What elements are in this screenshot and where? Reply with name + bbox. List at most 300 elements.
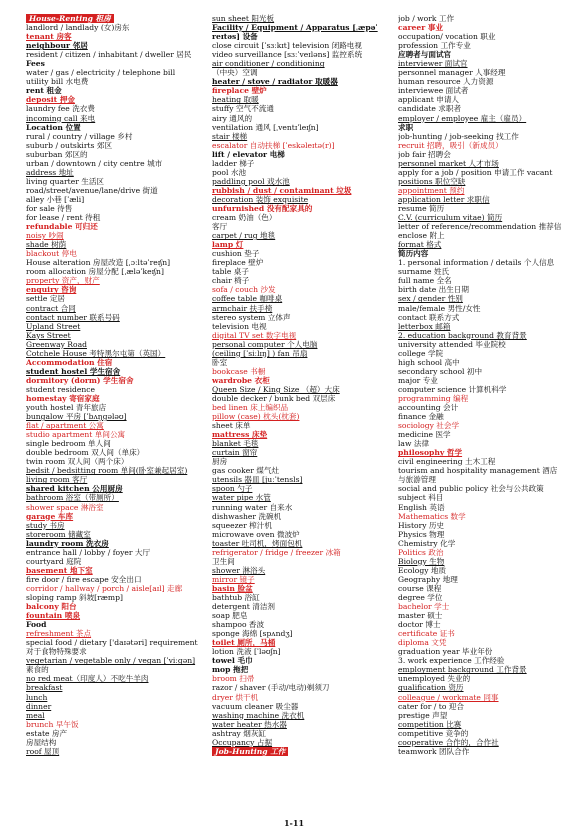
vocab-entry: [26, 322, 206, 331]
vocab-text: broom 扫帚: [212, 674, 255, 684]
vocab-text: cater for / to 迎合: [398, 701, 464, 711]
vocab-entry: [398, 322, 584, 331]
vocab-text: certificate 证书: [398, 629, 455, 639]
vocab-text: balcony 阳台: [26, 602, 77, 612]
vocab-entry: [26, 394, 206, 403]
vocab-entry: [398, 620, 584, 629]
vocab-entry: [26, 14, 206, 23]
vocab-text: roof 屋顶: [26, 746, 60, 756]
vocab-entry: [26, 747, 206, 756]
vocab-text: positions 职位空缺: [398, 176, 466, 186]
vocab-text: detergent 清洁剂: [212, 602, 276, 612]
vocab-text: sofa / couch 沙发: [212, 285, 276, 295]
vocab-text: dinner: [26, 701, 52, 711]
vocab-text: Chemistry 化学: [398, 538, 456, 548]
vocab-entry: [398, 683, 584, 692]
vocab-text: studio apartment 单间公寓: [26, 430, 126, 440]
vocab-text: apply for a job / position 申请工作 vacant: [398, 167, 553, 177]
vocab-text: History 历史: [398, 520, 445, 530]
vocab-text: recruit 招聘，吸引（新成员）: [398, 140, 503, 150]
vocab-text: lunch: [26, 692, 48, 702]
vocab-text: unemployed 失业的: [398, 674, 471, 684]
vocab-entry: [26, 231, 206, 240]
vocab-entry: [398, 448, 584, 457]
vocab-entry: [26, 584, 206, 593]
vocab-entry: [26, 104, 206, 113]
vocab-text: dishwasher 洗碗机: [212, 511, 282, 521]
vocab-text: noisy 吵闹: [26, 231, 64, 241]
vocab-entry: [26, 530, 206, 539]
vocab-text: shower space 淋浴室: [26, 502, 104, 512]
vocab-entry: [212, 23, 392, 32]
vocab-entry: [398, 385, 584, 394]
vocab-entry: [398, 539, 584, 548]
vocab-text: homestay 寄宿家庭: [26, 393, 100, 403]
vocab-text: rent 租金: [26, 86, 62, 96]
vocab-entry: [212, 638, 392, 647]
vocab-text: interviewer 面试官: [398, 59, 468, 69]
vocab-text: surname 姓氏: [398, 267, 450, 277]
vocab-text: Biology 生物: [398, 556, 445, 566]
vocab-entry: [26, 376, 206, 385]
vocab-text: basement 地下室: [26, 565, 93, 575]
vocab-entry: [398, 358, 584, 367]
vocab-text: reɪtəs] 设备: [212, 32, 258, 42]
vocab-entry: [26, 195, 206, 204]
vocab-text: diploma 文凭: [398, 638, 447, 648]
vocab-text: House-Renting 租房: [26, 14, 114, 23]
vocab-text: bathroom 浴室（带厕所）: [26, 493, 119, 503]
vocab-entry: [26, 313, 206, 322]
vocab-entry: [212, 647, 392, 656]
vocab-entry: [26, 412, 206, 421]
vocab-text: incoming call 来电: [26, 113, 96, 123]
vocab-entry: [212, 104, 392, 113]
vocab-entry: [398, 304, 584, 313]
vocab-text: fireplace 壁炉: [212, 86, 267, 96]
vocab-entry: [26, 457, 206, 466]
vocab-text: 房屋结构: [26, 737, 57, 747]
vocab-text: fire door / fire escape 安全出口: [26, 574, 142, 584]
vocab-text: double bedroom 双人间（单床）: [26, 448, 145, 458]
vocab-text: ladder 梯子: [212, 158, 255, 168]
vocab-text: format 格式: [398, 240, 442, 250]
vocab-entry: [26, 593, 206, 602]
vocab-text: basin 脸盆: [212, 583, 253, 593]
vocab-entry: [398, 503, 584, 512]
vocab-entry: [212, 566, 392, 575]
vocab-entry: [26, 331, 206, 340]
vocab-text: finance 金融: [398, 412, 444, 422]
vocab-text: sun sheet 阳光板: [212, 14, 275, 23]
vocab-entry: [212, 385, 392, 394]
vocab-text: road/street/avenue/lane/drive 街道: [26, 185, 158, 195]
vocab-text: dryer 烘干机: [212, 692, 259, 702]
vocab-entry: [398, 14, 584, 23]
vocab-entry: [398, 720, 584, 729]
vocab-text: razor / shaver (手动/电动)剃须刀: [212, 683, 330, 693]
vocab-text: 3. work experience 工作经验: [398, 656, 505, 666]
vocab-text: stuffy 空气不流通: [212, 104, 274, 114]
vocab-text: employment background 工作背景: [398, 665, 527, 675]
vocab-entry: [398, 711, 584, 720]
vocab-entry: [212, 258, 392, 267]
vocab-text: sponge 海绵 [spʌndʒ]: [212, 629, 293, 639]
vocab-text: social and public policy 社会与公共政策: [398, 484, 544, 494]
vocab-text: curtain 窗帘: [212, 448, 258, 458]
vocab-text: air conditioner / conditioning: [212, 59, 325, 69]
vocab-entry: [398, 593, 584, 602]
vocab-entry: [212, 222, 392, 231]
vocab-entry: [398, 439, 584, 448]
vocab-entry: [26, 304, 206, 313]
vocab-text: interviewee 面试者: [398, 86, 469, 96]
vocab-text: resident / citizen / inhabitant / dweller 居民: [26, 50, 192, 60]
vocab-entry: [398, 204, 584, 213]
vocab-text: secondary school 初中: [398, 366, 483, 376]
vocab-text: dormitory (dorm) 学生宿舍: [26, 375, 134, 385]
vocab-entry: [212, 683, 392, 692]
vocab-entry: [26, 629, 206, 638]
vocab-text: rubbish / dust / contaminant 垃圾: [212, 185, 352, 195]
vocab-entry: [212, 693, 392, 702]
vocab-text: lotion 洗液 [ˈləʊʃn]: [212, 647, 281, 657]
vocab-text: job / work 工作: [398, 14, 455, 23]
vocab-entry: [398, 584, 584, 593]
vocab-text: microwave oven 微波炉: [212, 529, 300, 539]
vocab-text: carpet / rug 地毯: [212, 231, 276, 241]
vocab-text: table 桌子: [212, 267, 249, 277]
vocab-text: English 英语: [398, 502, 445, 512]
vocab-text: bedsit / bedsitting room 单间(卧室兼起居室): [26, 466, 188, 476]
vocab-entry: [398, 367, 584, 376]
vocab-text: utensils 器皿 [juːˈtensls]: [212, 475, 303, 485]
vocab-entry: [398, 647, 584, 656]
vocab-text: refrigerator / fridge / freezer 冰箱: [212, 547, 341, 557]
vocab-entry: [212, 394, 392, 403]
vocab-entry: [212, 294, 392, 303]
vocab-entry: [26, 41, 206, 50]
vocab-entry: [398, 68, 584, 77]
vocab-entry: [26, 367, 206, 376]
vocab-entry: [26, 711, 206, 720]
vocab-text: bathtub 浴缸: [212, 593, 260, 602]
vocab-text: neighbour 邻居: [26, 41, 88, 51]
vocab-text: high school 高中: [398, 357, 460, 367]
vocab-entry: [398, 32, 584, 41]
vocab-entry: [26, 512, 206, 521]
vocab-text: Greenway Road: [26, 339, 87, 349]
vocab-text: ventilation 通风 [ˌventɪˈleɪʃn]: [212, 122, 319, 132]
vocab-text: graduation year 毕业年份: [398, 647, 493, 657]
vocab-text: urban / downtown / city centre 城市: [26, 158, 163, 168]
vocab-entry: [398, 349, 584, 358]
vocab-text: letterbox 邮箱: [398, 321, 451, 331]
vocab-text: brunch 早午饭: [26, 719, 79, 729]
vocab-text: Accommodation 住宿: [26, 357, 113, 367]
vocab-entry: [398, 331, 584, 340]
vocab-entry: [212, 331, 392, 340]
vocab-entry: [212, 611, 392, 620]
vocab-entry: [212, 367, 392, 376]
vocab-entry: [398, 123, 584, 132]
vocab-text: Facility / Equipment / Apparatus [ˌæpəˈ: [212, 23, 378, 33]
vocab-entry: [212, 747, 392, 756]
vocab-entry: [212, 702, 392, 711]
vocab-entry: [212, 177, 392, 186]
vocab-text: bed linen 床上编织品: [212, 403, 289, 413]
vocab-entry: [212, 213, 392, 222]
vocab-entry: [398, 258, 584, 267]
vocab-entry: [212, 457, 392, 466]
vocab-entry: [212, 448, 392, 457]
page-number: 1-11: [283, 818, 305, 828]
vocab-text: 卫生间: [212, 556, 235, 566]
vocab-text: accounting 会计: [398, 403, 459, 413]
vocab-entry: [212, 575, 392, 584]
vocab-text: special food / dietary ['daɪətəri] requirement: [26, 638, 198, 648]
vocab-text: tenant 房客: [26, 32, 72, 42]
vocab-text: sex / gender 性别: [398, 294, 463, 304]
vocab-text: courtyard 庭院: [26, 556, 82, 566]
vocab-entry: [212, 231, 392, 240]
vocab-text: (ceiling [ˈsiːlɪŋ] ) fan 吊扇: [212, 348, 308, 358]
vocab-entry: [26, 123, 206, 132]
vocab-text: Ecology 地质: [398, 565, 447, 575]
vocab-text: 厨房: [212, 457, 228, 467]
vocab-text: Fees: [26, 59, 45, 69]
vocab-entry: [26, 430, 206, 439]
vocab-text: master 硕士: [398, 611, 443, 621]
vocab-text: Kays Street: [26, 330, 71, 340]
vocab-entry: [212, 59, 392, 68]
vocab-entry: [26, 693, 206, 702]
vocab-text: career 事业: [398, 23, 444, 33]
vocab-entry: [212, 141, 392, 150]
vocab-entry: [398, 222, 584, 231]
vocab-entry: [212, 249, 392, 258]
vocab-text: running water 自来水: [212, 502, 293, 512]
vocab-text: House alteration 房屋改造 [ˌɔːltəˈreɪʃn]: [26, 258, 171, 268]
vocab-entry: [398, 150, 584, 159]
vocab-text: lamp 灯: [212, 240, 244, 250]
vocab-entry: [212, 50, 392, 59]
vocab-text: digital TV set 数字电视: [212, 330, 297, 340]
vocab-entry: [26, 602, 206, 611]
vocab-entry: [26, 258, 206, 267]
vocab-entry: [26, 656, 206, 665]
vocab-entry: [212, 114, 392, 123]
vocab-entry: [26, 59, 206, 68]
vocab-entry: [26, 141, 206, 150]
vocab-text: living quarter 生活区: [26, 176, 105, 186]
vocab-entry: [398, 104, 584, 113]
vocab-text: lift / elevator 电梯: [212, 149, 285, 159]
vocab-entry: [398, 702, 584, 711]
column-facilities: [212, 14, 392, 756]
vocab-text: toilet 厕所，马桶: [212, 638, 276, 648]
vocab-entry: [212, 132, 392, 141]
vocab-entry: [26, 738, 206, 747]
vocab-text: C.V. (curriculum vitae) 简历: [398, 213, 503, 223]
vocab-text: alley 小巷 [ˈæli]: [26, 194, 85, 204]
vocab-entry: [212, 41, 392, 50]
vocab-text: no red meat（印度人）不吃牛羊肉: [26, 674, 149, 684]
vocab-text: bungalow 平房 [ˈbʌŋɡələʊ]: [26, 412, 127, 422]
vocab-entry: [26, 647, 206, 656]
vocab-text: blanket 毛毯: [212, 439, 259, 449]
vocab-text: ashtray 烟灰缸: [212, 728, 267, 738]
vocab-entry: [26, 213, 206, 222]
vocab-entry: [26, 683, 206, 692]
vocab-text: personnel market 人才市场: [398, 158, 499, 168]
vocab-text: Politics 政治: [398, 547, 444, 557]
vocab-text: wardrobe 衣柜: [212, 375, 270, 385]
vocab-text: pool 水池: [212, 167, 247, 177]
vocab-text: 求职: [398, 122, 414, 132]
vocab-text: blackout 停电: [26, 249, 77, 259]
vocab-text: 2. education background 教育背景: [398, 330, 527, 340]
vocab-entry: [398, 168, 584, 177]
vocab-entry: [26, 168, 206, 177]
vocab-entry: [26, 23, 206, 32]
vocab-text: pillow (case) 枕头(枕套): [212, 412, 300, 422]
vocab-entry: [212, 493, 392, 502]
vocab-text: Queen Size / King Size （超）大床: [212, 384, 340, 394]
vocab-text: landlord / landlady (女)房东: [26, 23, 130, 33]
vocab-entry: [212, 466, 392, 475]
vocab-text: vacuum cleaner 吸尘器: [212, 701, 299, 711]
vocab-entry: [212, 186, 392, 195]
vocab-text: estate 房产: [26, 728, 68, 738]
vocab-entry: [26, 503, 206, 512]
vocab-entry: [26, 240, 206, 249]
vocab-text: storeroom 储藏室: [26, 529, 91, 539]
vocab-text: shade 树荫: [26, 240, 67, 250]
vocab-text: rural / country / village 乡村: [26, 131, 133, 141]
vocab-text: squeezer 榨汁机: [212, 520, 272, 530]
vocab-text: fountain 喷泉: [26, 611, 81, 621]
vocab-entry: [26, 150, 206, 159]
vocab-text: chair 椅子: [212, 276, 250, 286]
vocab-entry: [212, 512, 392, 521]
vocab-entry: [212, 421, 392, 430]
vocab-entry: [26, 566, 206, 575]
vocab-text: Physics 物理: [398, 529, 445, 539]
vocab-text: college 学院: [398, 348, 444, 358]
vocab-text: shower 淋浴头: [212, 565, 266, 575]
vocab-entry: [398, 267, 584, 276]
vocab-text: television 电视: [212, 321, 267, 331]
vocab-entry: [398, 376, 584, 385]
column-housing: [26, 14, 206, 756]
vocab-entry: [212, 584, 392, 593]
vocab-entry: [26, 159, 206, 168]
vocab-text: birth date 出生日期: [398, 285, 469, 295]
vocab-entry: [26, 385, 206, 394]
vocab-text: suburb / outskirts 郊区: [26, 140, 113, 150]
vocab-entry: [26, 186, 206, 195]
vocab-entry: [212, 403, 392, 412]
vocab-text: property 资产，财产: [26, 276, 100, 286]
vocab-entry: [398, 186, 584, 195]
vocab-text: job fair 招聘会: [398, 149, 451, 159]
vocab-entry: [398, 512, 584, 521]
vocab-text: major 专业: [398, 375, 438, 385]
vocab-entry: [398, 177, 584, 186]
vocab-entry: [398, 575, 584, 584]
vocab-entry: [26, 493, 206, 502]
vocab-text: tourism and hospitality management 酒店: [398, 466, 558, 476]
vocab-entry: [26, 294, 206, 303]
vocab-entry: [398, 240, 584, 249]
vocab-entry: [212, 150, 392, 159]
vocab-entry: [212, 539, 392, 548]
vocab-entry: [398, 159, 584, 168]
vocab-text: doctor 博士: [398, 620, 441, 630]
vocab-text: room allocation 房屋分配 [ˌæləˈkeɪʃn]: [26, 267, 164, 277]
vocab-entry: [26, 222, 206, 231]
vocab-entry: [26, 448, 206, 457]
vocab-text: candidate 求职者: [398, 104, 462, 114]
vocab-text: breakfast: [26, 683, 63, 693]
vocab-text: entrance hall / lobby / foyer 大厅: [26, 547, 151, 557]
vocab-entry: [212, 159, 392, 168]
vocab-entry: [26, 68, 206, 77]
vocab-text: corridor / hallway / porch / aisle[aɪl] 走廊: [26, 583, 183, 593]
vocab-entry: [212, 68, 392, 77]
vocab-text: competitive 竞争的: [398, 728, 469, 738]
vocab-text: sheet 床单: [212, 421, 251, 431]
vocab-entry: [398, 421, 584, 430]
vocab-text: bachelor 学士: [398, 602, 450, 612]
vocab-text: laundry fee 洗衣费: [26, 104, 95, 114]
vocab-entry: [398, 41, 584, 50]
vocab-text: utility bill 水电费: [26, 77, 89, 87]
vocab-entry: [398, 638, 584, 647]
vocab-text: Food: [26, 620, 47, 630]
vocab-text: Geography 地理: [398, 574, 458, 584]
vocab-text: 与旅游管理: [398, 475, 436, 485]
vocab-entry: [398, 430, 584, 439]
vocab-text: civil engineering 土木工程: [398, 457, 496, 467]
vocab-text: student hostel 学生宿舍: [26, 366, 121, 376]
vocab-text: qualification 资历: [398, 683, 464, 693]
vocab-text: competition 比赛: [398, 719, 462, 729]
vocab-text: deposit 押金: [26, 95, 76, 105]
vocab-entry: [212, 430, 392, 439]
vocab-text: flat / apartment 公寓: [26, 421, 104, 431]
vocab-text: cooperative 合作的，合作社: [398, 737, 499, 747]
vocab-entry: [398, 412, 584, 421]
vocab-text: laundry room 洗衣房: [26, 538, 109, 548]
vocab-text: 对于食物特殊要求: [26, 647, 87, 657]
vocab-entry: [212, 738, 392, 747]
vocab-text: applicant 申请人: [398, 95, 460, 105]
vocab-text: course 课程: [398, 583, 442, 593]
vocab-text: human resource 人力资源: [398, 77, 494, 87]
vocab-entry: [26, 50, 206, 59]
vocab-text: 1. personal information / details 个人信息: [398, 258, 555, 268]
vocab-entry: [212, 729, 392, 738]
vocab-text: close circuit [ˈsɜːkɪt] television 闭路电视: [212, 41, 362, 51]
vocab-entry: [212, 313, 392, 322]
vocab-text: refundable 可归还: [26, 222, 98, 232]
vocab-text: application letter 求职信: [398, 194, 490, 204]
vocab-entry: [26, 674, 206, 683]
vocab-text: sloping ramp 斜坡[ræmp]: [26, 593, 123, 602]
vocab-text: living room 客厅: [26, 475, 88, 485]
